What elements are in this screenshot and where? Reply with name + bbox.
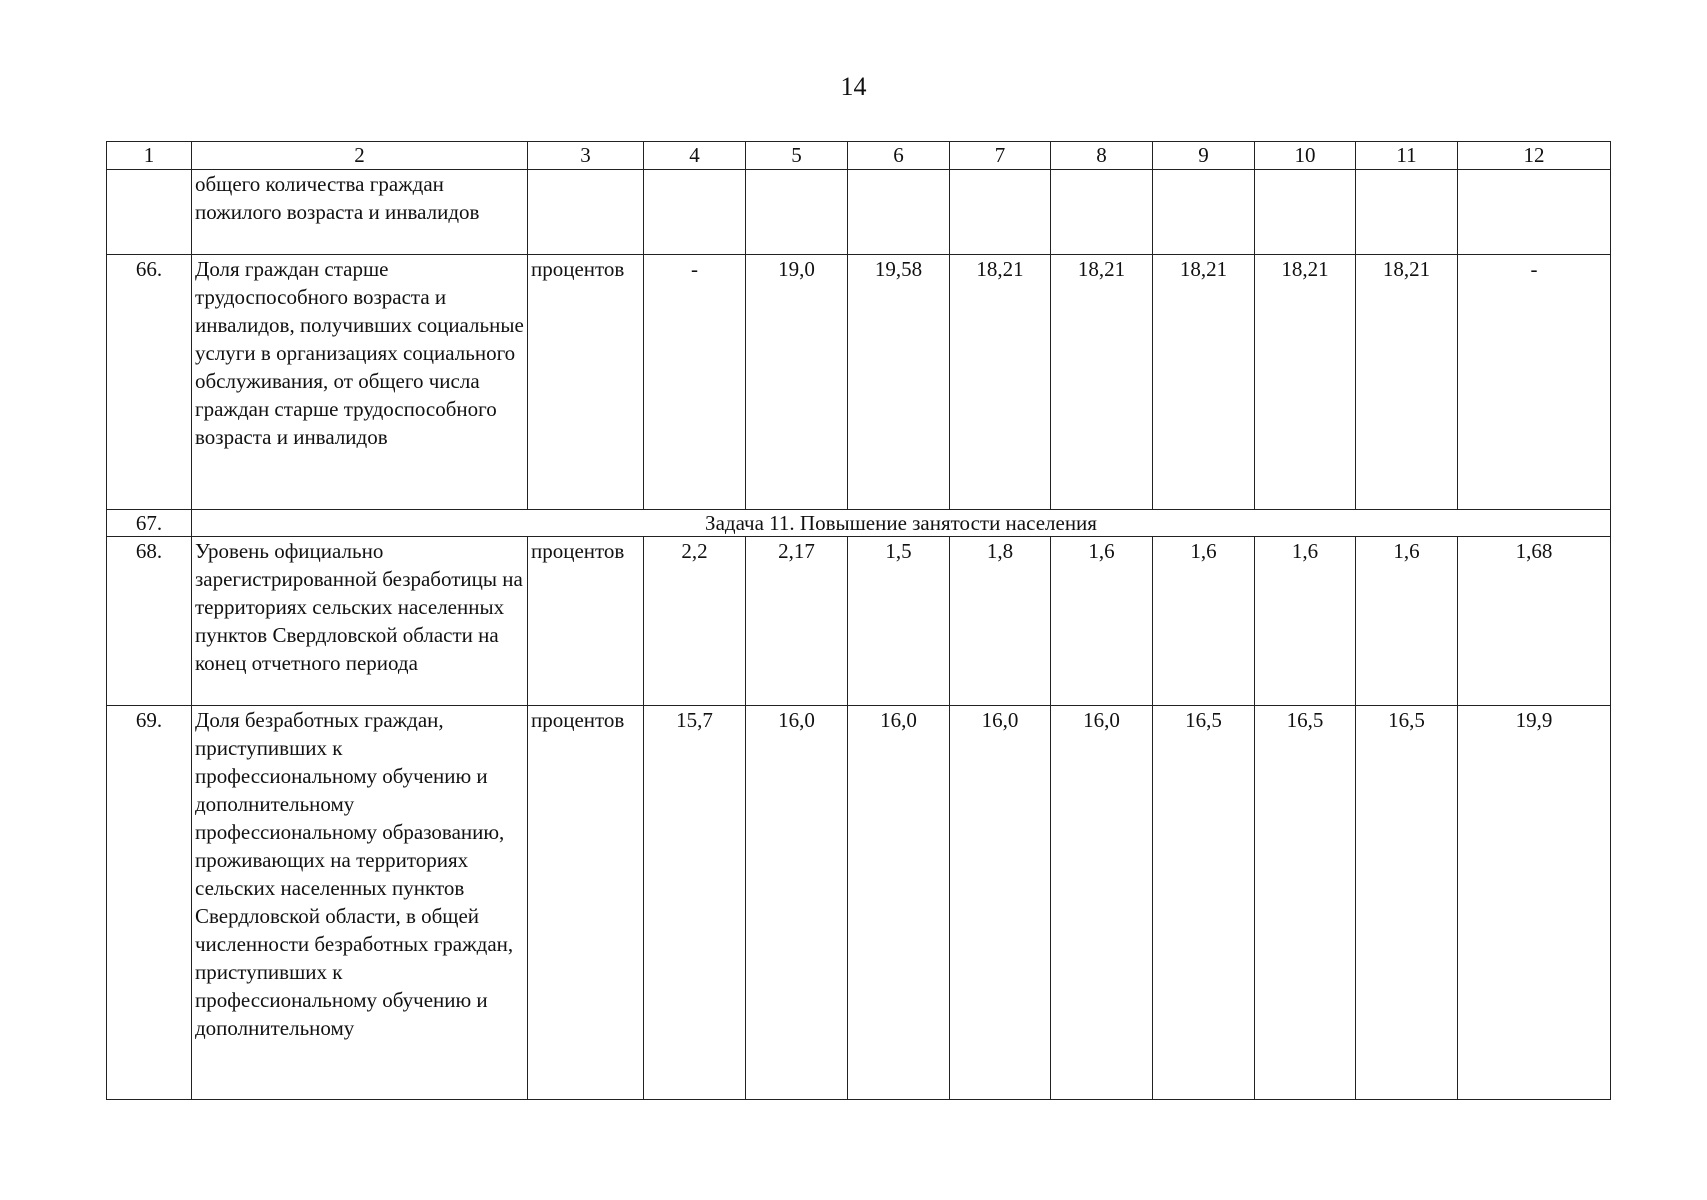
table-row-68 [107,537,1611,706]
table-row-69 [107,706,1611,1100]
empty-cell [528,170,644,255]
value-cell: 18,21 [950,255,1051,510]
unit-cell: процентов [528,537,644,706]
column-header: 3 [528,142,644,170]
column-header: 2 [192,142,528,170]
value-cell: 1,6 [1356,537,1458,706]
value-cell: 16,5 [1255,706,1356,1100]
empty-cell [1356,170,1458,255]
column-header: 1 [107,142,192,170]
value-cell: 1,6 [1153,537,1255,706]
value-cell: 16,0 [746,706,848,1100]
value-cell: 2,2 [644,537,746,706]
row-number: 69. [107,706,192,1100]
table-row-67-task [107,510,1611,537]
value-cell: 15,7 [644,706,746,1100]
empty-cell [1255,170,1356,255]
column-header: 7 [950,142,1051,170]
column-header: 6 [848,142,950,170]
value-cell: 1,8 [950,537,1051,706]
indicator-name: Уровень официально зарегистрированной безработицы на территориях сельских населенных пунктов Свердловской области на конец отчетного периода [192,537,528,706]
value-cell: - [644,255,746,510]
column-header: 12 [1458,142,1611,170]
row-number [107,170,192,255]
indicator-name: общего количества граждан пожилого возраста и инвалидов [192,170,528,255]
row-number: 68. [107,537,192,706]
column-header: 8 [1051,142,1153,170]
indicators-table [106,141,1611,1100]
empty-cell [644,170,746,255]
task-title: Задача 11. Повышение занятости населения [192,510,1611,537]
value-cell: 1,68 [1458,537,1611,706]
empty-cell [746,170,848,255]
value-cell: 18,21 [1153,255,1255,510]
empty-cell [1051,170,1153,255]
unit-cell: процентов [528,706,644,1100]
empty-cell [848,170,950,255]
value-cell: 16,0 [950,706,1051,1100]
indicator-name: Доля граждан старше трудоспособного возраста и инвалидов, получивших социальные услуги в организациях социального обслуживания, от общего числа граждан старше трудоспособного возраста и инвалидов [192,255,528,510]
value-cell: 18,21 [1051,255,1153,510]
value-cell: 16,5 [1356,706,1458,1100]
empty-cell [1458,170,1611,255]
value-cell: 16,5 [1153,706,1255,1100]
column-header: 9 [1153,142,1255,170]
value-cell: 16,0 [848,706,950,1100]
table-row-66 [107,255,1611,510]
value-cell: 18,21 [1356,255,1458,510]
value-cell: 18,21 [1255,255,1356,510]
empty-cell [950,170,1051,255]
value-cell: 1,5 [848,537,950,706]
unit-cell: процентов [528,255,644,510]
value-cell: 2,17 [746,537,848,706]
row-number: 66. [107,255,192,510]
column-header: 11 [1356,142,1458,170]
column-header: 10 [1255,142,1356,170]
value-cell: 19,0 [746,255,848,510]
value-cell: 16,0 [1051,706,1153,1100]
column-header: 4 [644,142,746,170]
row-number: 67. [107,510,192,537]
value-cell: 19,9 [1458,706,1611,1100]
column-number-header-row [107,142,1611,170]
value-cell: 1,6 [1051,537,1153,706]
value-cell: - [1458,255,1611,510]
empty-cell [1153,170,1255,255]
page-number: 14 [840,72,867,101]
table-row-continuation [107,170,1611,255]
indicator-name: Доля безработных граждан, приступивших к профессиональному обучению и дополнительному профессиональному образованию, проживающих на территориях сельских населенных пунктов Свердловской области, в общей численности безработных граждан, приступивших к профессиональному обучению и дополнительному [192,706,528,1100]
value-cell: 1,6 [1255,537,1356,706]
value-cell: 19,58 [848,255,950,510]
column-header: 5 [746,142,848,170]
